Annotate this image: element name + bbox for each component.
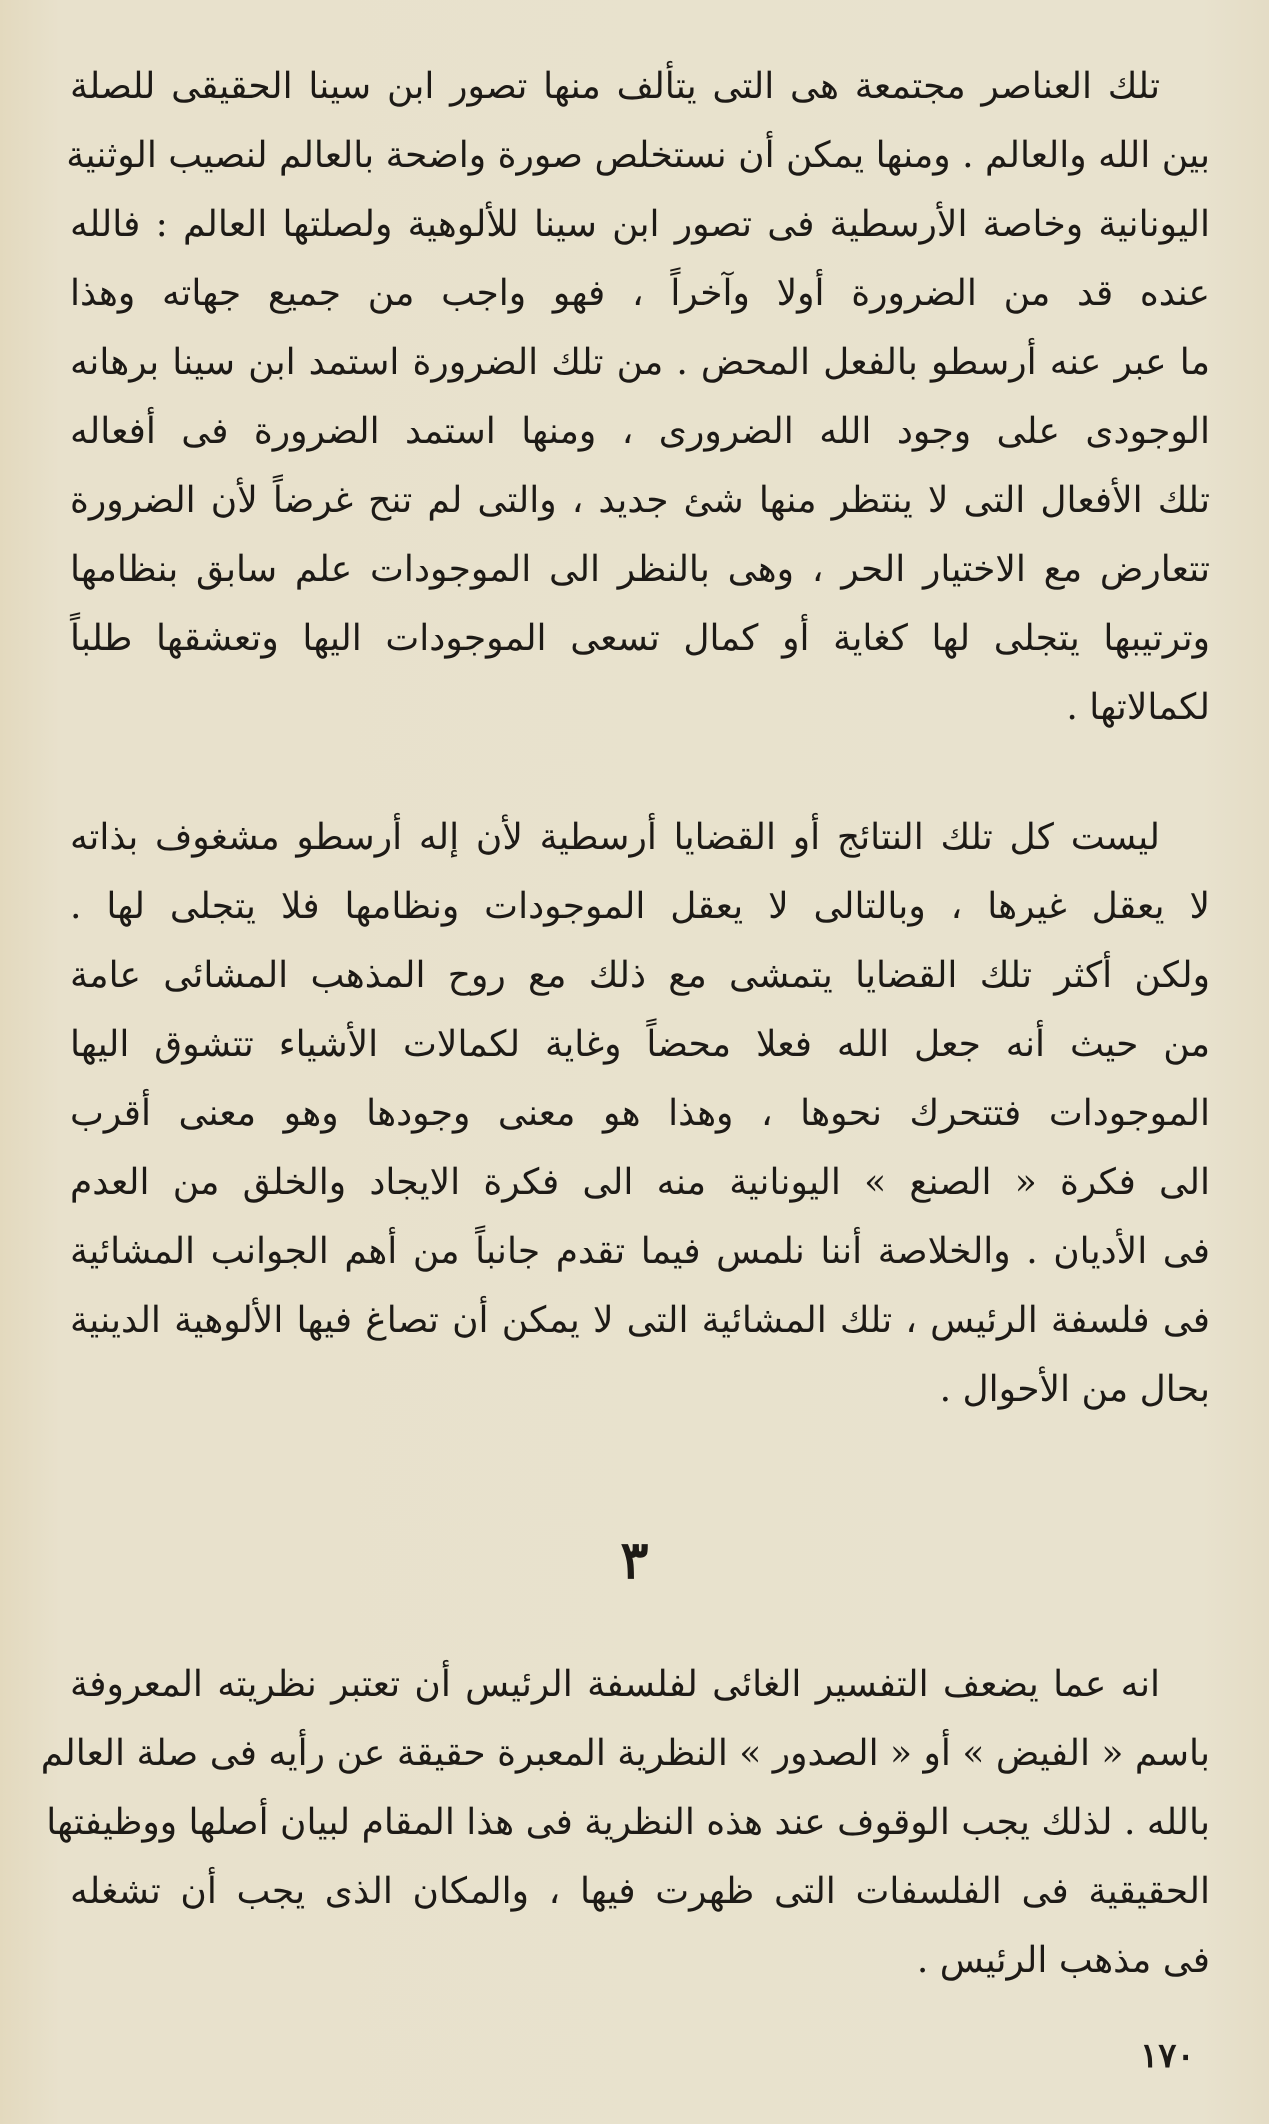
text-line: من حيث أنه جعل الله فعلا محضاً وغاية لكمالات الأشياء تتشوق اليها xyxy=(70,1024,1210,1065)
text-line: الموجودات فتتحرك نحوها ، وهذا هو معنى وجودها وهو معنى أقرب xyxy=(70,1093,1210,1134)
text-line: فى الأديان . والخلاصة أننا نلمس فيما تقدم جانباً من أهم الجوانب المشائية xyxy=(70,1231,1210,1272)
text-line: بالله . لذلك يجب الوقوف عند هذه النظرية فى هذا المقام لبيان أصلها ووظيفتها xyxy=(46,1802,1210,1843)
text-line: باسم « الفيض » أو « الصدور » النظرية المعبرة حقيقة عن رأيه فى صلة العالم xyxy=(40,1733,1210,1774)
text-line: انه عما يضعف التفسير الغائى لفلسفة الرئيس أن تعتبر نظريته المعروفة xyxy=(70,1664,1160,1705)
text-line: بين الله والعالم . ومنها يمكن أن نستخلص صورة واضحة بالعالم لنصيب الوثنية xyxy=(66,135,1210,176)
text-line: تتعارض مع الاختيار الحر ، وهى بالنظر الى الموجودات علم سابق بنظامها xyxy=(70,549,1210,590)
paragraph-3 xyxy=(40,1650,1210,1995)
text-line: بحال من الأحوال . xyxy=(939,1369,1210,1410)
page-number: ١٧٠ xyxy=(1140,2036,1195,2076)
paragraph-2 xyxy=(70,803,1210,1424)
text-line: فى مذهب الرئيس . xyxy=(916,1940,1210,1981)
text-line: اليونانية وخاصة الأرسطية فى تصور ابن سينا للألوهية ولصلتها العالم : فالله xyxy=(70,204,1210,245)
section-number: ٣ xyxy=(620,1530,649,1591)
text-line: عنده قد من الضرورة أولا وآخراً ، فهو واجب من جميع جهاته وهذا xyxy=(70,273,1210,314)
text-line: ولكن أكثر تلك القضايا يتمشى مع ذلك مع روح المذهب المشائى عامة xyxy=(70,955,1210,996)
text-line: ليست كل تلك النتائج أو القضايا أرسطية لأن إله أرسطو مشغوف بذاته xyxy=(70,817,1160,858)
text-line: لكمالاتها . xyxy=(1066,687,1210,728)
text-line: لا يعقل غيرها ، وبالتالى لا يعقل الموجودات ونظامها فلا يتجلى لها . xyxy=(70,886,1210,927)
paragraph-1 xyxy=(66,52,1210,742)
text-line: ما عبر عنه أرسطو بالفعل المحض . من تلك الضرورة استمد ابن سينا برهانه xyxy=(70,342,1210,383)
text-line: الى فكرة « الصنع » اليونانية منه الى فكرة الايجاد والخلق من العدم xyxy=(70,1162,1210,1203)
text-line: تلك العناصر مجتمعة هى التى يتألف منها تصور ابن سينا الحقيقى للصلة xyxy=(70,66,1160,107)
text-line: وترتيبها يتجلى لها كغاية أو كمال تسعى الموجودات اليها وتعشقها طلباً xyxy=(70,618,1210,659)
text-line: تلك الأفعال التى لا ينتظر منها شئ جديد ، والتى لم تنح غرضاً لأن الضرورة xyxy=(70,480,1210,521)
text-line: الحقيقية فى الفلسفات التى ظهرت فيها ، والمكان الذى يجب أن تشغله xyxy=(70,1871,1210,1912)
text-line: الوجودى على وجود الله الضرورى ، ومنها استمد الضرورة فى أفعاله xyxy=(70,411,1210,452)
text-line: فى فلسفة الرئيس ، تلك المشائية التى لا يمكن أن تصاغ فيها الألوهية الدينية xyxy=(70,1300,1210,1341)
